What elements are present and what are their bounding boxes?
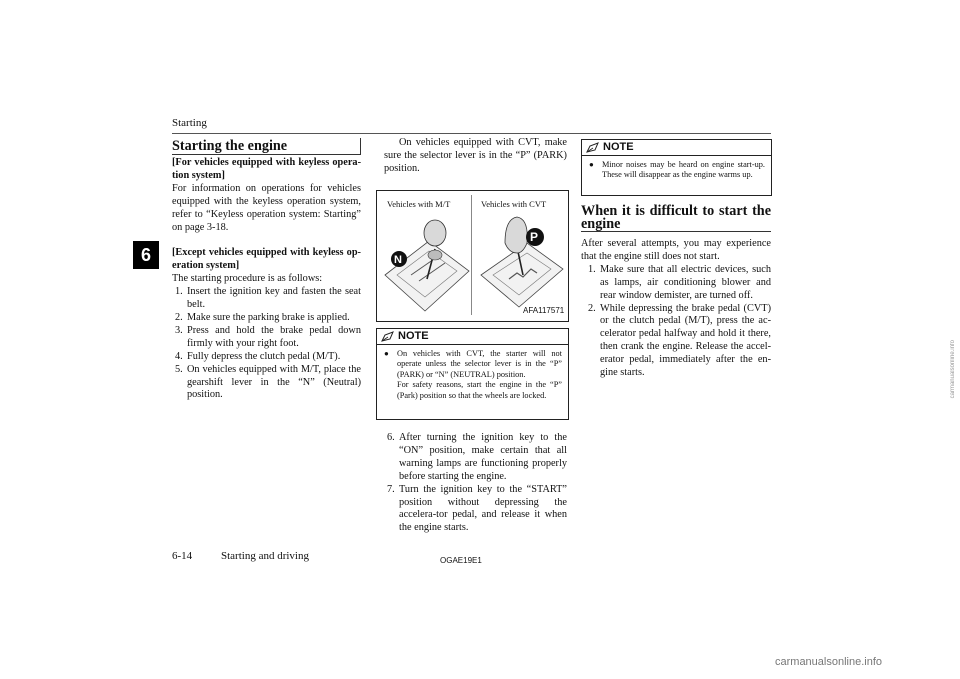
label-mt: Vehicles with M/T [387,199,451,209]
right-step-2: 2. While depressing the brake pedal (CVT) or the clutch pedal (M/T), press the ac-celerator pedal halfway and hold it there, then crank the engine. Release the accel-erator pedal, immediately after the en-gine starts. [588,302,771,379]
step-6: 6. After turning the ignition key to the “ON” position, make certain that all warning lamps are functioning properly before starting the engine. [387,432,567,482]
step-3: 3. Press and hold the brake pedal down firmly with your right foot. [175,324,361,349]
left-column [172,157,361,402]
note-text: On vehicles with CVT, the starter will not operate unless the selector lever is in the “P” (PARK) or “N” (NEUTRAL) position. [397,349,562,379]
right-column [581,238,771,380]
keyless-text: For information on operations for vehicles equipped with the keyless operation system, refer to “Keyless operation system: Starting” on page 3-18. [172,182,361,233]
bullet-icon: ● [589,160,594,169]
right-step-1: 1. Make sure that all electric devices, such as lamps, air conditioning blower and rear window demister, are turned off. [588,263,771,301]
title-rule [581,231,771,232]
note-label: NOTE [398,330,429,342]
shifter-figure [376,190,569,322]
note-label: NOTE [603,141,634,153]
note-text-2: For safety reasons, start the engine in the “P” (Park) position so that the wheels are locked. [397,380,562,400]
note-box-cvt [376,328,569,420]
shifter-illustration [377,213,566,317]
difficult-intro: After several attempts, you may experience that the engine still does not start. [581,238,771,262]
figure-code: AFA117571 [523,306,565,315]
note-text: Minor noises may be heard on engine start-up. These will disappear as the engine warms up. [602,160,765,180]
page-number: 6-14 [172,550,193,562]
chapter-tab: 6 [133,241,159,269]
running-header: Starting [172,117,207,129]
keyless-heading: [For vehicles equipped with keyless opera-tion system] [172,157,361,181]
label-cvt: Vehicles with CVT [481,199,547,209]
except-heading: [Except vehicles equipped with keyless op-eration system] [172,247,361,272]
side-watermark: carmanualsonline.info [950,340,956,399]
footer-chapter: Starting and driving [221,550,309,562]
watermark: carmanualsonline.info [775,656,883,668]
note-pen-icon [381,331,395,342]
header-rule [172,133,771,134]
step-5: 5. On vehicles equipped with M/T, place the gearshift lever in the “N” (Neutral) position. [175,363,361,401]
step-4: 4. Fully depress the clutch pedal (M/T). [175,350,341,362]
step-7: 7. Turn the ignition key to the “START” position without depressing the accelera-tor pedal, and release it when the engine starts. [387,483,567,534]
difficult-start-title: When it is difficult to start the engine [581,203,771,232]
note-pen-icon [586,142,600,153]
mid-steps [384,432,567,535]
procedure-intro: The starting procedure is as follows: [172,273,323,285]
note-box-noise [581,139,772,196]
section-title: Starting the engine [172,138,288,154]
badge-p-text: P [530,230,539,244]
step-1: 1. Insert the ignition key and fasten the seat belt. [175,286,361,311]
bullet-icon: ● [384,349,389,358]
doc-code: OGAE19E1 [440,556,482,565]
badge-n-text: N [394,254,402,266]
step-2: 2. Make sure the parking brake is applied. [175,311,350,323]
cvt-intro: On vehicles equipped with CVT, make sure the selector lever is in the “P” (PARK) position. [384,137,567,174]
